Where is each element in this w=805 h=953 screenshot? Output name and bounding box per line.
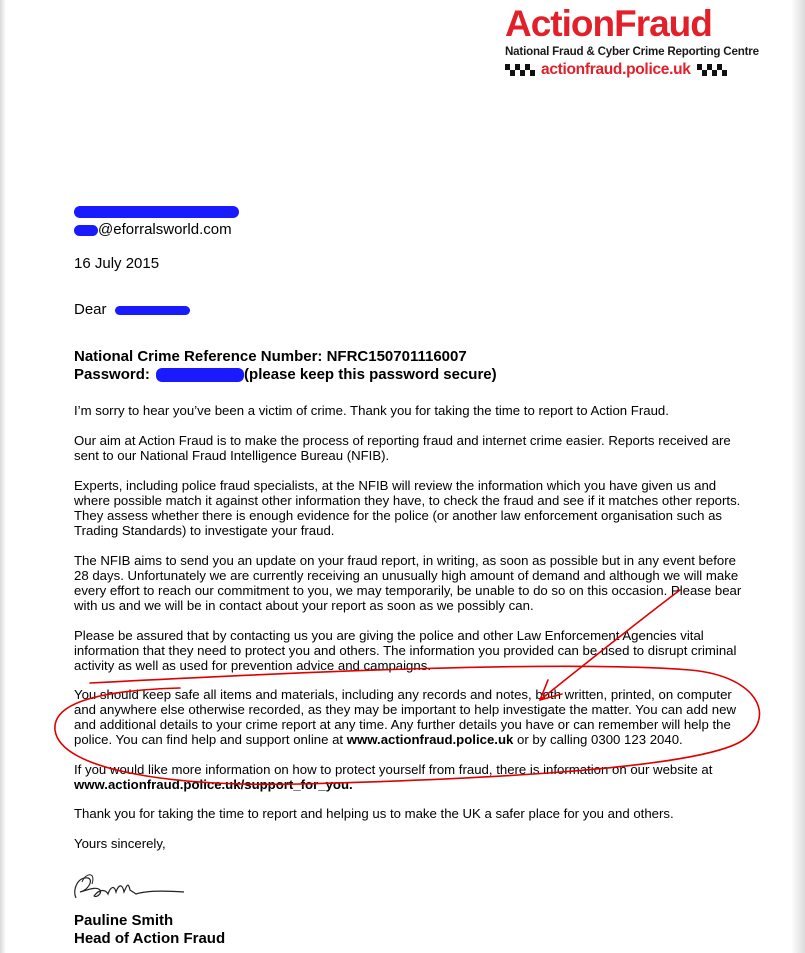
- password-label: Password:: [74, 366, 150, 383]
- paragraph-2: Our aim at Action Fraud is to make the process of reporting fraud and internet crime easier. Reports received are sent to our National Fraud Intelligence Bureau (NFIB).: [74, 433, 731, 463]
- salutation: [74, 301, 190, 319]
- logo-word-action: Action: [505, 3, 615, 44]
- action-fraud-logo: [505, 3, 759, 79]
- page-edge-shadow-right: [791, 0, 805, 953]
- logo-wordmark: [505, 4, 755, 44]
- closing: Yours sincerely,: [74, 836, 166, 851]
- signatory-name: Pauline Smith: [74, 912, 174, 929]
- paragraph-7-text: If you would like more information on how to protect yourself from fraud, there is information on our website at: [74, 762, 713, 777]
- logo-subtitle: National Fraud & Cyber Crime Reporting Centre: [505, 45, 759, 58]
- page-edge-shadow-left: [0, 0, 6, 953]
- logo-word-fraud: Fraud: [614, 3, 712, 44]
- paragraph-7-tail: .: [349, 777, 353, 792]
- handwritten-signature: [66, 868, 186, 908]
- paragraph-6-text: You should keep safe all items and materials, including any records and notes, both written, printed, on computer and anywhere else otherwise recorded, as they may be important to help investigate the matter. You can add new and additional details to your crime report at any time. Any further details you have or can remember will help the police. You can find help and support online at: [74, 687, 736, 747]
- redaction-mark: [115, 306, 190, 315]
- salutation-prefix: Dear: [74, 301, 107, 318]
- recipient-name-line: [74, 203, 239, 221]
- paragraph-6-tail: or by calling 0300 123 2040.: [517, 732, 683, 747]
- redaction-mark: [74, 225, 98, 236]
- paragraph-8: Thank you for taking the time to report and helping us to make the UK a safer place for you and others.: [74, 806, 674, 821]
- paragraph-3: Experts, including police fraud specialists, at the NFIB will review the information which you have given us and where possible match it against other information they have, to check the fraud and see if it matches other reports. They assess whether there is enough evidence for the police (or another law enforcement organisation such as Trading Standards) to investigate your fraud.: [74, 478, 741, 538]
- paragraph-4: The NFIB aims to send you an update on your fraud report, in writing, as soon as possible but in any event before 28 days. Unfortunately we are currently receiving an unusually high amount of demand and although we will make every effort to reach our commitment to you, we may temporarily, be unable to do so on this occasion. Please bear with us and we will be in contact about your report as soon as we possibly can.: [74, 553, 742, 613]
- paragraph-1: I’m sorry to hear you’ve been a victim of crime. Thank you for taking the time to report to Action Fraud.: [74, 403, 669, 418]
- redaction-mark: [74, 206, 239, 218]
- paragraph-6: [74, 687, 754, 747]
- support-page-link[interactable]: www.actionfraud.police.uk/support_for_you: [74, 777, 350, 792]
- logo-url: actionfraud.police.uk: [541, 61, 691, 78]
- logo-url-row: [505, 61, 755, 79]
- crime-reference-number: NFRC150701116007: [326, 348, 467, 365]
- password-line: [74, 366, 497, 384]
- recipient-email-line: [74, 221, 232, 239]
- crime-reference-line: [74, 348, 467, 366]
- crime-reference-label: National Crime Reference Number:: [74, 348, 323, 365]
- paragraph-5: Please be assured that by contacting us you are giving the police and other Law Enforcement Agencies vital information that they need to protect you and others. The information you provided can be used to disrupt criminal activity as well as used for prevention advice and campaigns.: [74, 628, 737, 673]
- password-note: (please keep this password secure): [244, 366, 497, 383]
- checkered-band-icon: [697, 64, 727, 76]
- redaction-mark: [156, 368, 244, 382]
- signatory-title: Head of Action Fraud: [74, 930, 226, 947]
- checkered-band-icon: [505, 64, 535, 76]
- recipient-email-fragment: @eforralsworld.com: [98, 221, 232, 238]
- actionfraud-website-link[interactable]: www.actionfraud.police.uk: [346, 732, 514, 747]
- paragraph-7: [74, 762, 754, 792]
- letter-date: 16 July 2015: [74, 255, 160, 272]
